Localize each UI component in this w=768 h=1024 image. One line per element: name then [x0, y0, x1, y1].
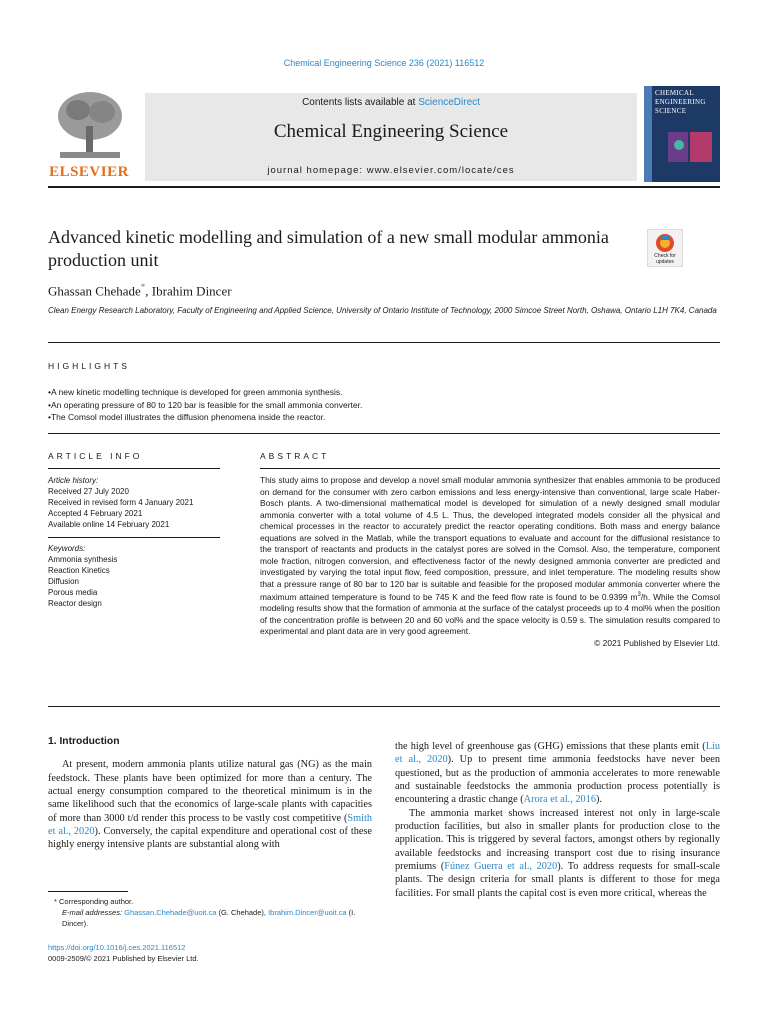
citation-link[interactable]: Smith et al., 2020 [48, 812, 372, 838]
sciencedirect-link[interactable]: ScienceDirect [418, 97, 480, 108]
section-heading: 1. Introduction [48, 736, 120, 747]
abstract-text: This study aims to propose and develop a novel small modular ammonia synthesizer that enables ammonia to be produced on demand for the consumer with zero carbon emissions and less energy-intensive than conventional, large scale Haber-Bosch plants. A two-dimensional mathematical model is developed for simulation of a newly designed small modular ammonia converter with a total volume of 4.5 L. Thus, the developed integrated models consider all the physical and chemical processes in the reactor to accurately predict the reactor operating conditions. Both mass and energy balance equations are solved in the Matlab, while the transport equations to evaluate and account for the diffusional resistance to the transport of reactants and products in the catalyst pores are solved in the Comsol. Also, the temperature, component mole fraction, nitrogen conversion, and effectiveness factor of the newly designed ammonia converter are predicted and investigated by varying the total input flow, feed composition, pressure, and inlet temperature. The modeling results show that a pressure range of 80 bar to 120 bar is suitable and feasible for the proposed modular ammonia converter where the maximum attained temperature is found to be 745 K and the feed flow rate is found to be 0.9399 $m^3/h$. While the Comsol modeling results show that the formation of ammonia at the surface of the catalyst proceeds up to 4 mol% when the position of the concentration profile is between 20 and 60 vol% and the space velocity is 0.59 s. The simulation results compared to experimental and plant data are in very good agreement. © 2021 Published by Elsevier Ltd. [260, 475, 721, 648]
highlight-item: • The Comsol model illustrates the diffusion phenomena inside the reactor. [48, 411, 728, 424]
doi-block [48, 942, 372, 964]
header-rule [48, 186, 720, 188]
keyword: Porous media [48, 588, 98, 597]
article-title: Advanced kinetic modelling and simulation of a new small modular ammonia production unit [48, 227, 609, 270]
history-item: Accepted 4 February 2021 [48, 509, 143, 518]
abstract-heading: ABSTRACT [260, 451, 330, 461]
journal-homepage[interactable]: journal homepage: www.elsevier.com/locate/ces [267, 165, 515, 176]
journal-title: Chemical Engineering Science [273, 121, 509, 142]
doi-link[interactable]: https://doi.org/10.1016/j.ces.2021.116512 [48, 943, 186, 952]
keyword: Diffusion [48, 577, 79, 586]
keyword: Reactor design [48, 599, 102, 608]
body-right-column [395, 740, 720, 900]
footnote: * Corresponding author. E-mail addresses: Ghassan.Chehade@uoit.ca (G. Chehade), Ibrahim.Dincer@uoit.ca (I. Dincer). [54, 897, 356, 928]
check-for-updates-label: Check for updates [654, 253, 676, 265]
author-name[interactable]: Ibrahim Dincer [151, 283, 232, 299]
journal-banner [145, 93, 637, 181]
divider [48, 433, 720, 434]
divider [48, 468, 220, 469]
history-item: Received in revised form 4 January 2021 [48, 498, 194, 507]
highlights-list [48, 386, 728, 424]
author-name[interactable]: Ghassan Chehade [48, 283, 141, 299]
history-item: Available online 14 February 2021 [48, 520, 170, 529]
keyword: Ammonia synthesis [48, 555, 118, 564]
divider [48, 342, 720, 343]
affiliation: Clean Energy Research Laboratory, Faculty of Engineering and Applied Science, University of Ontario Institute of Technology, 2000 Simcoe Street North, Oshawa, Ontario L1H 7K4, Canada [48, 306, 717, 315]
contents-line: Contents lists available at ScienceDirect [302, 97, 480, 108]
paragraph: the high level of greenhouse gas (GHG) emissions that these plants emit (Liu et al., 2020). Up to present time ammonia feedstocks have never been questioned, but as the production of ammonia accelerates to more renewable and sustainable feedstocks the ammonia production process potentially is encountering a drastic change (Arora et al., 2016). [395, 741, 720, 806]
elsevier-tree-icon [56, 90, 124, 160]
citation-link[interactable]: Liu et al., 2020 [395, 741, 720, 766]
highlight-item: • A new kinetic modelling technique is developed for green ammonia synthesis. [48, 386, 728, 399]
history-label: Article history: [48, 476, 99, 485]
authors: Ghassan Chehade*, Ibrahim Dincer [48, 282, 232, 299]
email-link[interactable]: Ghassan.Chehade@uoit.ca [124, 908, 217, 917]
publisher-name: ELSEVIER [49, 164, 129, 180]
keywords-label: Keywords: [48, 544, 86, 553]
divider [260, 468, 720, 469]
history-item: Received 27 July 2020 [48, 487, 129, 496]
cover-image [690, 132, 712, 162]
journal-cover [644, 86, 720, 182]
citation-link[interactable]: Fúnez Guerra et al., 2020 [444, 861, 558, 873]
issn: 0009-2509/© 2021 Published by Elsevier Ltd. [48, 954, 199, 963]
divider [48, 537, 220, 539]
cover-strip [644, 86, 652, 182]
highlights-heading: HIGHLIGHTS [48, 361, 130, 371]
article-info [48, 475, 220, 609]
paragraph: At present, modern ammonia plants utilize natural gas (NG) as the main feedstock. These plants have been optimized for more than a century. The actual energy consumption compared to the theoretical minimum is in the same likelihood such that the economics of large-scale plants with capacities of more than 3000 t/d render this process to be vastly cost competitive (Smith et al., 2020). Conversely, the capital expenditure and operational cost of these highly energy intensive plants are substantial along with [48, 759, 372, 851]
journal-citation[interactable]: Chemical Engineering Science 236 (2021) 116512 [283, 58, 485, 68]
body-left-column [48, 735, 372, 852]
copyright: © 2021 Published by Elsevier Ltd. [594, 637, 720, 648]
highlight-item: • An operating pressure of 80 to 120 bar is feasible for the small ammonia converter. [48, 399, 728, 412]
article-info-heading: ARTICLE INFO [48, 451, 143, 461]
elsevier-logo [46, 90, 132, 182]
email-link[interactable]: Ibrahim.Dincer@uoit.ca [268, 908, 347, 917]
cover-title: CHEMICAL ENGINEERING SCIENCE [655, 89, 706, 115]
keyword: Reaction Kinetics [48, 566, 110, 575]
cover-image [674, 140, 684, 150]
paragraph: The ammonia market shows increased interest not only in large-scale production facilities, but also in smaller plants for production close to the application. This is triggered by several factors, amongst others by regionally available feedstocks and increasing transport cost due to rising insurance premiums (Fúnez Guerra et al., 2020). To address requests for small-scale plants. The design criteria for small plants is different to those for mega facilities. For small plants the capital cost is even more critical, whereas the [395, 807, 720, 899]
check-for-updates-badge[interactable] [647, 229, 683, 267]
divider [48, 706, 720, 707]
corresponding-mark[interactable]: * [140, 282, 146, 292]
footnote-divider [48, 891, 128, 892]
citation-link[interactable]: Arora et al., 2016 [523, 794, 596, 806]
